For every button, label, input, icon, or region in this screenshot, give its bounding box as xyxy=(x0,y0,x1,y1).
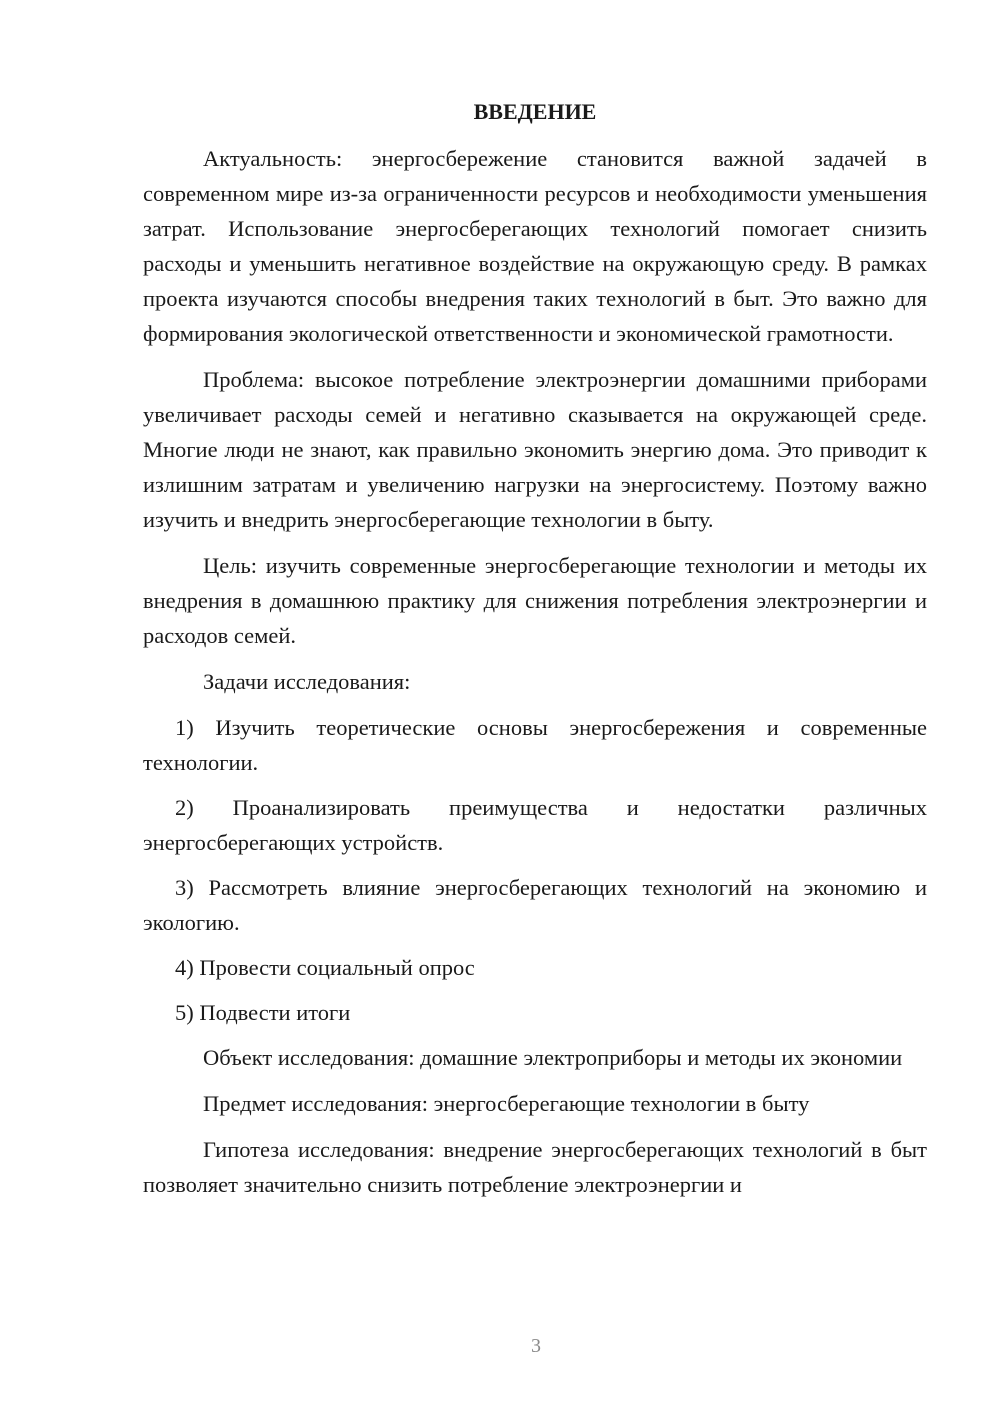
goal-paragraph: Цель: изучить современные энергосберегающие технологии и методы их внедрения в домашнюю практику для снижения потребления электроэнергии и расходов семей. xyxy=(143,553,927,648)
page-number: 3 xyxy=(531,1335,541,1357)
research-subject-paragraph: Предмет исследования: энергосберегающие технологии в быту xyxy=(203,1091,810,1116)
page-title: ВВЕДЕНИЕ xyxy=(473,99,597,124)
hypothesis-paragraph: Гипотеза исследования: внедрение энергосберегающих технологий в быт позволяет значительно снизить потребление электроэнергии и xyxy=(143,1137,927,1197)
page-body xyxy=(143,94,927,1213)
research-object-paragraph: Объект исследования: домашние электроприборы и методы их экономии xyxy=(203,1045,903,1070)
task-item-4: 4) Провести социальный опрос xyxy=(175,955,475,980)
task-item-3: 3) Рассмотреть влияние энергосберегающих технологий на экономию и экологию. xyxy=(143,875,927,935)
task-item-1: 1) Изучить теоретические основы энергосбережения и современные технологии. xyxy=(143,715,927,775)
tasks-title: Задачи исследования: xyxy=(203,669,411,694)
task-item-5: 5) Подвести итоги xyxy=(175,1000,351,1025)
relevance-paragraph: Актуальность: энергосбережение становится важной задачей в современном мире из-за ограниченности ресурсов и необходимости уменьшения затрат. Использование энергосберегающих технологий помогает снизить расходы и уменьшить негативное воздействие на окружающую среду. В рамках проекта изучаются способы внедрения таких технологий в быт. Это важно для формирования экологической ответственности и экономической грамотности. xyxy=(143,146,927,346)
problem-paragraph: Проблема: высокое потребление электроэнергии домашними приборами увеличивает расходы семей и негативно сказывается на окружающей среде. Многие люди не знают, как правильно экономить энергию дома. Это приводит к излишним затратам и увеличению нагрузки на энергосистему. Поэтому важно изучить и внедрить энергосберегающие технологии в быту. xyxy=(143,367,927,532)
task-item-2: 2) Проанализировать преимущества и недостатки различных энергосберегающих устройств. xyxy=(143,795,927,855)
